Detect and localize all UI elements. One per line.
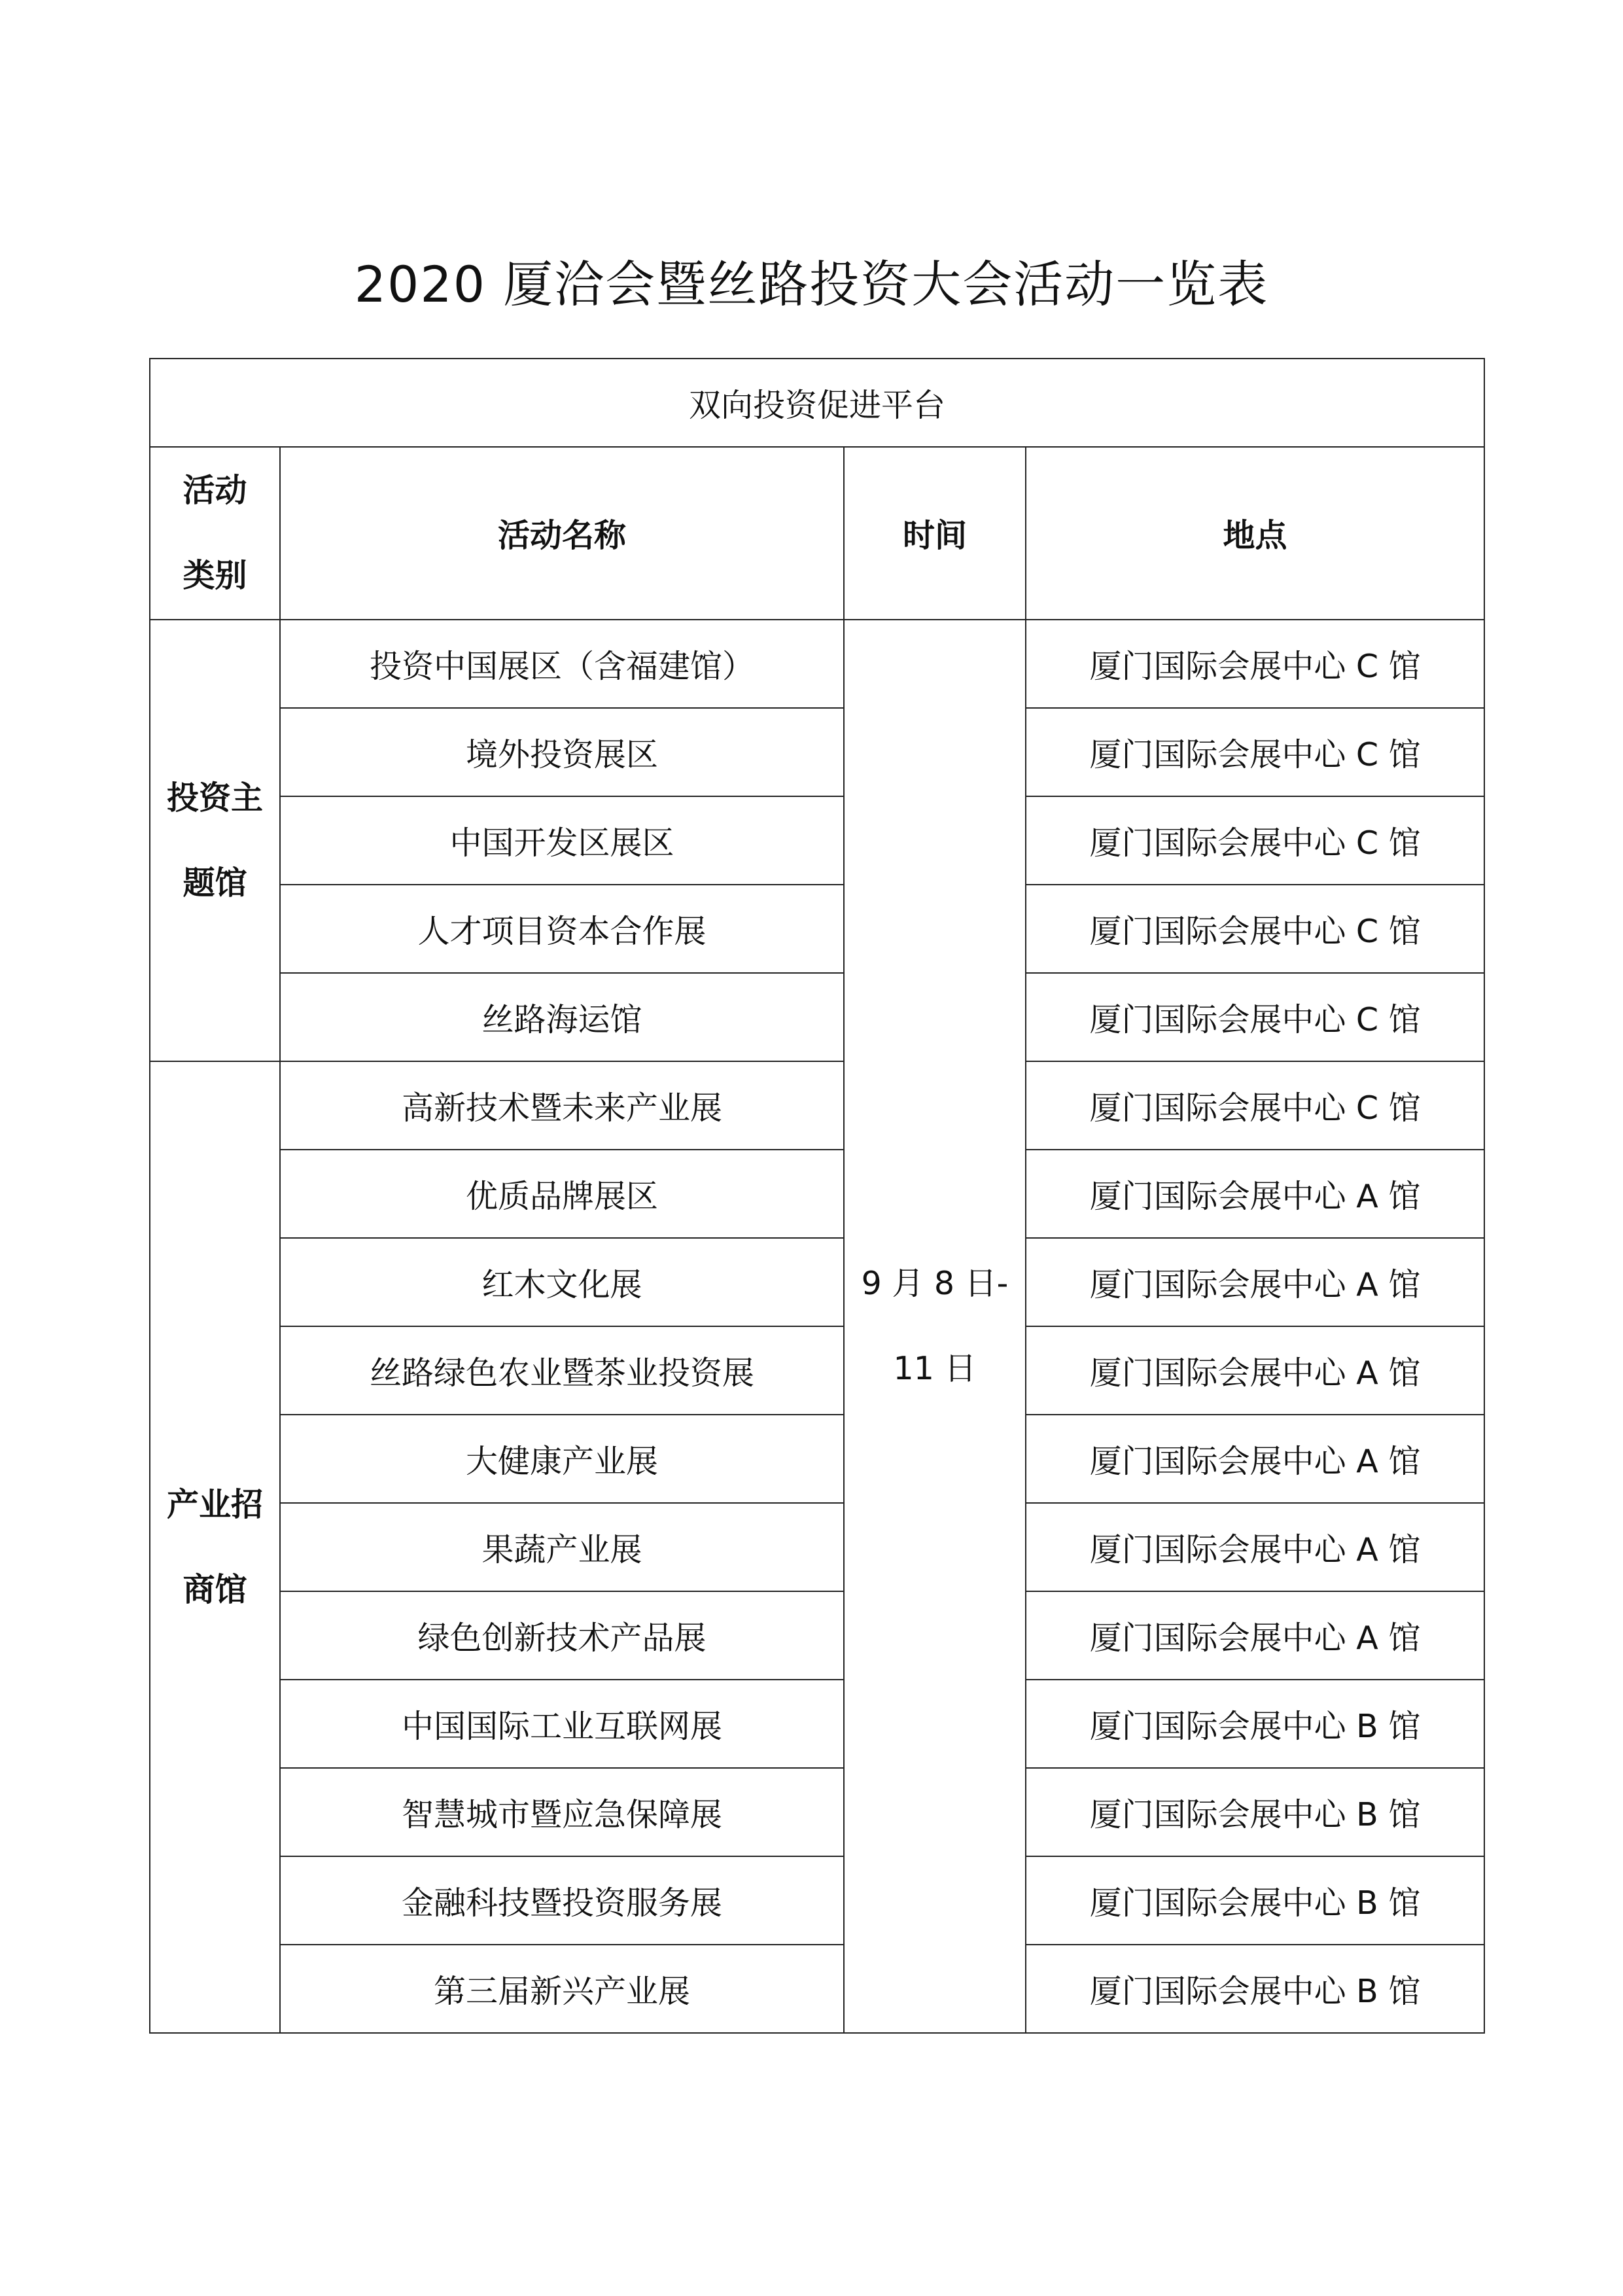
location-cell: 厦门国际会展中心 C 馆 xyxy=(1026,1061,1484,1150)
activity-name-cell: 优质品牌展区 xyxy=(280,1150,844,1238)
activity-name-cell: 红木文化展 xyxy=(280,1238,844,1326)
location-cell: 厦门国际会展中心 A 馆 xyxy=(1026,1503,1484,1591)
table-row xyxy=(150,1415,1484,1503)
location-cell: 厦门国际会展中心 A 馆 xyxy=(1026,1415,1484,1503)
platform-row xyxy=(150,359,1484,447)
table-row xyxy=(150,973,1484,1061)
table-row xyxy=(150,708,1484,796)
table-row xyxy=(150,1591,1484,1680)
platform-title: 双向投资促进平台 xyxy=(150,359,1484,447)
category-line2: 商馆 xyxy=(183,1570,247,1608)
location-cell: 厦门国际会展中心 A 馆 xyxy=(1026,1326,1484,1415)
activity-name-cell: 投资中国展区（含福建馆） xyxy=(280,620,844,708)
location-cell: 厦门国际会展中心 C 馆 xyxy=(1026,620,1484,708)
header-name: 活动名称 xyxy=(280,447,844,620)
location-cell: 厦门国际会展中心 A 馆 xyxy=(1026,1238,1484,1326)
category-line1: 投资主 xyxy=(166,779,263,817)
location-cell: 厦门国际会展中心 B 馆 xyxy=(1026,1768,1484,1856)
location-cell: 厦门国际会展中心 A 馆 xyxy=(1026,1591,1484,1680)
activity-name-cell: 大健康产业展 xyxy=(280,1415,844,1503)
time-cell xyxy=(844,620,1026,2033)
header-category-line1: 活动 xyxy=(183,472,247,509)
location-cell: 厦门国际会展中心 C 馆 xyxy=(1026,973,1484,1061)
header-category-line2: 类别 xyxy=(183,557,247,594)
category-line1: 产业招 xyxy=(166,1485,263,1523)
location-cell: 厦门国际会展中心 B 馆 xyxy=(1026,1680,1484,1768)
activity-name-cell: 金融科技暨投资服务展 xyxy=(280,1856,844,1945)
activity-name-cell: 境外投资展区 xyxy=(280,708,844,796)
table-row xyxy=(150,1061,1484,1150)
activity-name-cell: 中国国际工业互联网展 xyxy=(280,1680,844,1768)
table-row xyxy=(150,885,1484,973)
location-cell: 厦门国际会展中心 C 馆 xyxy=(1026,708,1484,796)
header-category xyxy=(150,447,280,620)
activity-name-cell: 人才项目资本合作展 xyxy=(280,885,844,973)
location-cell: 厦门国际会展中心 C 馆 xyxy=(1026,796,1484,885)
activity-name-cell: 绿色创新技术产品展 xyxy=(280,1591,844,1680)
table-row xyxy=(150,1945,1484,2033)
table-row xyxy=(150,1680,1484,1768)
activity-name-cell: 果蔬产业展 xyxy=(280,1503,844,1591)
category-cell xyxy=(150,1061,280,2033)
location-cell: 厦门国际会展中心 B 馆 xyxy=(1026,1856,1484,1945)
location-cell: 厦门国际会展中心 B 馆 xyxy=(1026,1945,1484,2033)
table-row xyxy=(150,1150,1484,1238)
header-time: 时间 xyxy=(844,447,1026,620)
location-cell: 厦门国际会展中心 A 馆 xyxy=(1026,1150,1484,1238)
table-row xyxy=(150,1326,1484,1415)
location-cell: 厦门国际会展中心 C 馆 xyxy=(1026,885,1484,973)
time-line2: 11 日 xyxy=(893,1350,977,1387)
category-line2: 题馆 xyxy=(183,864,247,902)
table-row xyxy=(150,1856,1484,1945)
header-row xyxy=(150,447,1484,620)
time-line1: 9 月 8 日- xyxy=(861,1265,1009,1302)
table-row xyxy=(150,1768,1484,1856)
table-row xyxy=(150,796,1484,885)
activity-name-cell: 高新技术暨未来产业展 xyxy=(280,1061,844,1150)
activity-name-cell: 中国开发区展区 xyxy=(280,796,844,885)
activity-table xyxy=(149,358,1485,2034)
header-location: 地点 xyxy=(1026,447,1484,620)
table-row xyxy=(150,1503,1484,1591)
document-title: 2020 厦洽会暨丝路投资大会活动一览表 xyxy=(354,255,1269,313)
activity-name-cell: 第三届新兴产业展 xyxy=(280,1945,844,2033)
activity-name-cell: 丝路海运馆 xyxy=(280,973,844,1061)
category-cell xyxy=(150,620,280,1061)
activity-name-cell: 智慧城市暨应急保障展 xyxy=(280,1768,844,1856)
table-row xyxy=(150,620,1484,708)
table-row xyxy=(150,1238,1484,1326)
activity-name-cell: 丝路绿色农业暨茶业投资展 xyxy=(280,1326,844,1415)
